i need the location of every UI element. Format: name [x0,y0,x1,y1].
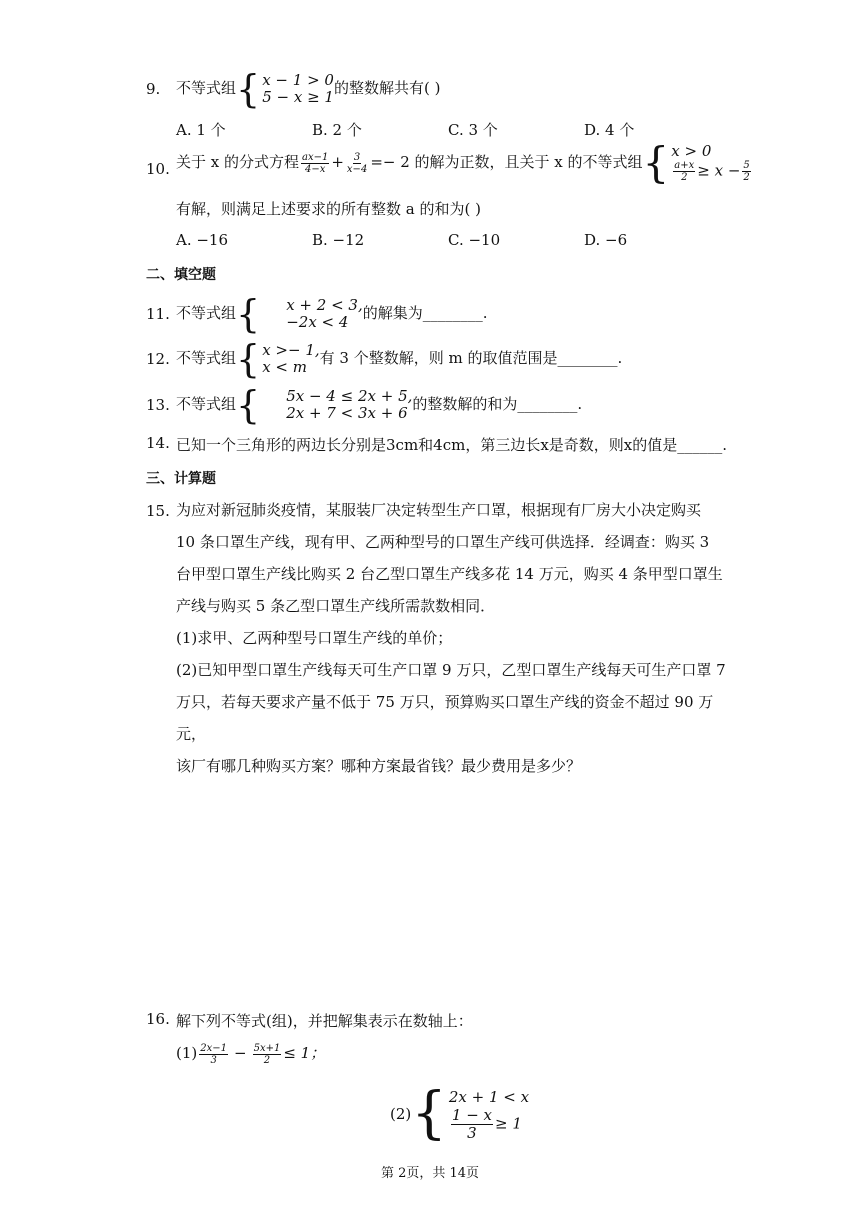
q16-part2 [390,1081,530,1146]
q12-suffix: 有 3 个整数解，则 m 的取值范围是________. [319,349,623,367]
q13-suffix: 的整数解的和为________. [412,395,583,413]
q16-part2-tail: ≥ 1 [495,1114,522,1132]
q10-option-d: D. −6 [584,231,628,249]
section-calculation: 三、计算题 [146,471,216,487]
q10-stem [176,138,753,187]
q10-sys-line1: x > 0 [671,142,712,160]
q11-suffix: 的解集为________. [362,304,488,322]
page-footer: 第 2页，共 14页 [380,1166,480,1181]
q15-line: 该厂有哪几种购买方案？哪种方案最省钱？最少费用是多少？ [176,757,582,775]
q13-prefix: 不等式组 [176,395,237,413]
q10-frac1: $\frac{ax-1}{4-x}$ [302,151,329,175]
q11-number: 11. [146,305,170,323]
q16-part1-label: (1) [176,1044,198,1062]
q10-option-c: C. −10 [448,231,501,249]
q9-number: 9. [146,80,161,98]
q16-part2-label: (2) [390,1105,412,1123]
q9-option-a: A. 1 个 [176,121,226,139]
q10-text2: 有解，则满足上述要求的所有整数 a 的和为( ) [176,200,481,218]
q16-part2-line1: 2x + 1 < x [448,1087,530,1106]
q16-part1-frac1: $\frac{2x-1}{3}$ [200,1042,227,1066]
q10-frac2: $\frac{3}{x-4}$ [346,151,368,175]
q9-line2: 5 − x ≥ 1 [262,88,334,106]
q10-sys-mid: ≥ x − [697,161,741,180]
q9-system: { x − 1 > 0 5 − x ≥ 1 [236,67,334,111]
q9-line1: x − 1 > 0 [262,71,334,89]
q13-line1: 5x − 4 ≤ 2x + 5, [286,387,413,405]
q12-prefix: 不等式组 [176,349,237,367]
q13-system: { 5x − 4 ≤ 2x + 5, 2x + 7 < 3x + 6 [236,383,413,427]
q11-prefix: 不等式组 [176,304,237,322]
q9-suffix: 的整数解共有( ) [333,79,441,97]
q16-text: 解下列不等式(组)，并把解集表示在数轴上： [176,1012,473,1030]
q16-number: 16. [146,1010,170,1028]
q9-option-c: C. 3 个 [448,121,498,139]
q15-line: 为应对新冠肺炎疫情，某服装厂决定转型生产口罩，根据现有厂房大小决定购买 [176,501,702,519]
q9-stem [176,67,441,111]
q10-plus: + [331,153,344,171]
q16-part1-frac2: $\frac{5x+1}{2}$ [253,1042,281,1066]
q12-stem [176,337,623,381]
q15-body [176,494,736,782]
q16-part1-tail: ≤ 1； [283,1044,326,1062]
q13-stem [176,383,583,427]
q10-number: 10. [146,160,170,178]
q14-text: 已知一个三角形的两边长分别是3cm和4cm，第三边长x是奇数，则x的值是______. [176,436,728,454]
q10-sys-frac2: $\frac{5}{2}$ [743,160,750,183]
q15-line: (1)求甲、乙两种型号口罩生产线的单价； [176,629,453,647]
q15-line: 万只，若每天要求产量不低于 75 万只，预算购买口罩生产线的资金不超过 90 万元， [176,693,714,743]
q10-option-b: B. −12 [312,231,365,249]
q9-option-d: D. 4 个 [584,121,635,139]
q11-stem [176,292,488,336]
q11-system: { x + 2 < 3, −2x < 4 [236,292,363,336]
q15-line: 台甲型口罩生产线比购买 2 台乙型口罩生产线多花 14 万元，购买 4 条甲型口罩生 [176,565,723,583]
q16-part1 [176,1042,325,1066]
q11-line2: −2x < 4 [286,313,349,331]
q16-part2-system: { 2x + 1 < x $\frac{1 - x}{3}$ ≥ 1 [411,1081,530,1146]
q15-line: 10 条口罩生产线，现有甲、乙两种型号的口罩生产线可供选择．经调查：购买 3 [176,533,710,551]
q10-text1: 关于 x 的分式方程 [176,153,299,171]
q13-line2: 2x + 7 < 3x + 6 [286,404,408,422]
q16-part1-minus: − [234,1044,247,1062]
q15-number: 15. [146,502,170,520]
q10-option-a: A. −16 [176,231,229,249]
q14-number: 14. [146,434,170,452]
q10-system: { x > 0 $\frac{a+x}{2}$ ≥ x − $\frac{5}{2}$ [643,142,753,184]
q11-line1: x + 2 < 3, [286,296,363,314]
q15-line: (2)已知甲型口罩生产线每天可生产口罩 9 万只，乙型口罩生产线每天可生产口罩 7 [176,661,726,679]
q16-part2-frac: $\frac{1 - x}{3}$ [451,1105,492,1142]
q10-eq: =− 2 的解为正数，且关于 x 的不等式组 [370,153,643,171]
q9-option-b: B. 2 个 [312,121,362,139]
q15-line: 产线与购买 5 条乙型口罩生产线所需款数相同． [176,597,496,615]
q12-line2: x < m [262,358,307,376]
q12-number: 12. [146,350,170,368]
q9-prefix: 不等式组 [176,79,237,97]
section-fill-in: 二、填空题 [146,267,216,283]
q12-system: { x >− 1, x < m [236,337,320,381]
q10-sys-frac: $\frac{a+x}{2}$ [674,160,695,183]
q12-line1: x >− 1, [262,341,320,359]
q13-number: 13. [146,396,170,414]
